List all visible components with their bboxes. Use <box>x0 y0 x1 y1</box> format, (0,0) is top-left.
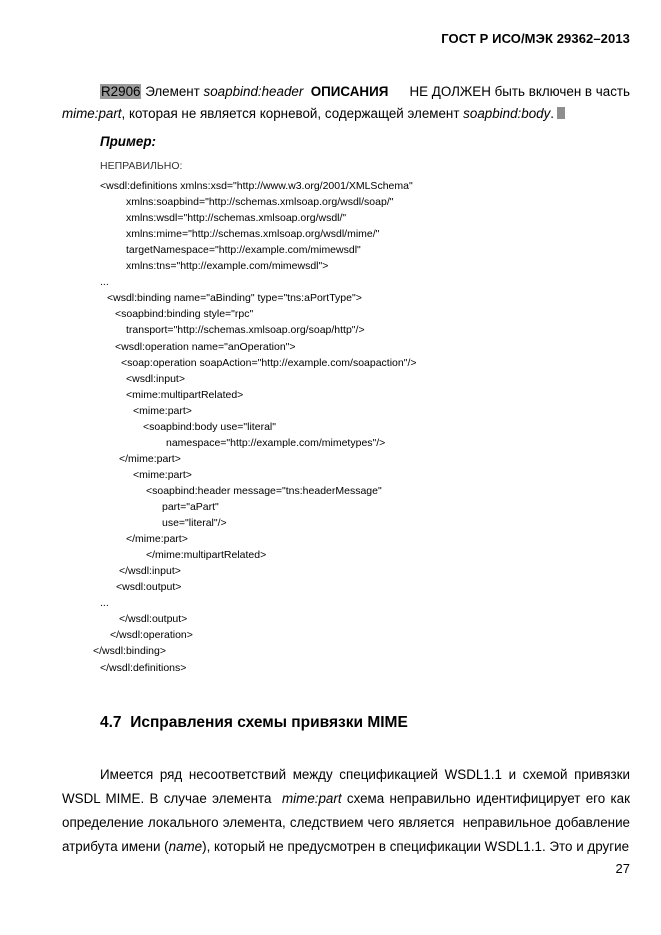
body-text-3: ), который не предусмотрен в спецификации WSDL1.1. Это и другие <box>202 839 630 854</box>
document-header: ГОСТ Р ИСО/МЭК 29362–2013 <box>441 31 630 46</box>
code-line: <soapbind:body use="literal" <box>143 420 276 433</box>
code-line: xmlns:wsdl="http://schemas.xmlsoap.org/wsdl/" <box>126 212 347 225</box>
element-name-soapbind-body: soapbind:body <box>463 106 551 121</box>
requirement-text-2: , которая не является корневой, содержащей элемент <box>121 106 464 121</box>
code-line: </mime:part> <box>119 452 181 465</box>
code-line: <wsdl:binding name="aBinding" type="tns:aPortType"> <box>107 292 362 305</box>
code-line: use="literal"/> <box>162 517 227 530</box>
end-marker-icon <box>557 107 565 119</box>
period: . <box>550 106 555 121</box>
code-line: </wsdl:output> <box>119 613 188 626</box>
requirement-line-2 <box>62 103 630 125</box>
code-line: xmlns:mime="http://schemas.xmlsoap.org/wsdl/mime/" <box>126 228 380 241</box>
code-line: targetNamespace="http://example.com/mimewsdl" <box>126 244 361 257</box>
requirement-line-1-left <box>62 81 388 103</box>
code-line: <mime:part> <box>133 404 192 417</box>
code-line: xmlns:tns="http://example.com/mimewsdl"> <box>126 260 329 273</box>
attribute-name: name <box>168 839 203 854</box>
code-line: </wsdl:binding> <box>93 645 166 658</box>
section-heading <box>100 714 408 732</box>
code-line: </mime:part> <box>126 533 188 546</box>
requirement-text: Элемент <box>141 84 204 99</box>
requirement-paragraph <box>62 81 630 125</box>
code-line: <wsdl:input> <box>126 372 185 385</box>
code-line: </wsdl:input> <box>119 565 181 578</box>
code-line: <mime:part> <box>133 468 192 481</box>
section-title: Исправления схемы привязки MIME <box>130 714 408 731</box>
code-line: </wsdl:operation> <box>110 629 193 642</box>
section-number: 4.7 <box>100 714 122 731</box>
verdict-label: НЕПРАВИЛЬНО: <box>100 160 183 172</box>
code-line: <wsdl:output> <box>116 581 182 594</box>
code-line: <soapbind:header message="tns:headerMessage" <box>146 484 382 497</box>
requirement-line-1 <box>62 81 630 103</box>
element-name: soapbind:header <box>203 84 304 99</box>
body-text-2: схема неправильно идентифицирует его как определение локального элемента, следствием чего является неправильное добавление атрибута имени ( <box>62 791 634 854</box>
code-line: <wsdl:definitions xmlns:xsd="http://www.w3.org/2001/XMLSchema" <box>100 180 413 192</box>
code-line: <soap:operation soapAction="http://example.com/soapaction"/> <box>121 356 417 369</box>
code-line: <soapbind:binding style="rpc" <box>115 308 254 321</box>
code-line: </wsdl:definitions> <box>100 661 187 674</box>
code-line: transport="http://schemas.xmlsoap.org/soap/http"/> <box>126 324 365 337</box>
body-text-1: Имеется ряд несоответствий между спецификацией WSDL1.1 и схемой привязки WSDL MIME. В случае элемента <box>62 767 634 806</box>
code-line: xmlns:soapbind="http://schemas.xmlsoap.org/wsdl/soap/" <box>126 196 394 209</box>
code-line: <mime:multipartRelated> <box>126 388 244 401</box>
code-line: part="aPart" <box>162 501 219 513</box>
element-name-mime-part-2: mime:part <box>282 791 342 806</box>
body-paragraph <box>62 763 634 859</box>
code-line: namespace="http://example.com/mimetypes"/> <box>166 436 386 449</box>
element-name-mime-part: mime:part <box>62 106 122 121</box>
requirement-id: R2906 <box>101 84 141 99</box>
code-line: </mime:multipartRelated> <box>146 549 267 562</box>
example-label: Пример: <box>100 134 156 149</box>
code-line: ... <box>100 276 109 289</box>
spacer-text <box>303 84 310 99</box>
code-line: <wsdl:operation name="anOperation"> <box>115 340 296 353</box>
code-line: ... <box>100 597 109 610</box>
keyword-descriptions: ОПИСАНИЯ <box>310 84 389 99</box>
requirement-text-tail: НЕ ДОЛЖЕН быть включен в часть <box>405 84 630 99</box>
page-number: 27 <box>615 861 630 876</box>
